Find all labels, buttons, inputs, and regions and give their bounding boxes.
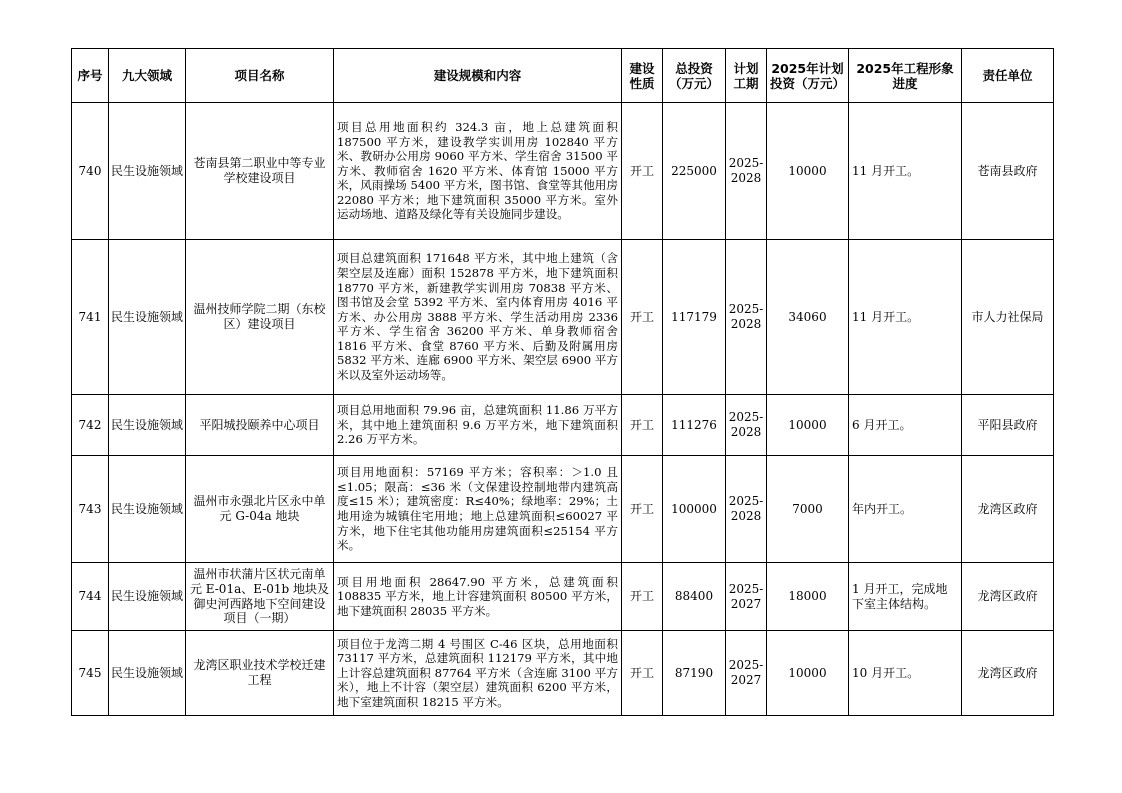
cell-plan2025: 18000 xyxy=(767,563,849,631)
project-table xyxy=(71,48,1054,716)
table-row xyxy=(72,631,1054,716)
cell-invest: 117179 xyxy=(663,240,726,395)
cell-period: 2025-2027 xyxy=(726,631,767,716)
table-row xyxy=(72,103,1054,240)
cell-unit: 龙湾区政府 xyxy=(962,631,1054,716)
cell-seq: 743 xyxy=(72,456,109,563)
cell-nature: 开工 xyxy=(622,240,663,395)
header-seq: 序号 xyxy=(72,49,109,103)
cell-domain: 民生设施领域 xyxy=(109,103,186,240)
cell-scope: 项目位于龙湾二期 4 号围区 C-46 区块，总用地面积 73117 平方米，总建筑面积 112179 平方米，其中地上计容总建筑面积 87764 平方米（含连廊 3100 平方米），地上不计容（架空层）建筑面积 6200 平方米，地下室建筑面积 18215 平方米。 xyxy=(334,631,622,716)
cell-plan2025: 34060 xyxy=(767,240,849,395)
cell-invest: 111276 xyxy=(663,395,726,456)
cell-period: 2025-2028 xyxy=(726,456,767,563)
cell-nature: 开工 xyxy=(622,631,663,716)
cell-nature: 开工 xyxy=(622,395,663,456)
cell-scope: 项目总建筑面积 171648 平方米，其中地上建筑（含架空层及连廊）面积 152878 平方米，地下建筑面积 18770 平方米，新建教学实训用房 70838 平方米、图书馆及会堂 5392 平方米、室内体育用房 4016 平方米、办公用房 3888 平方米、学生活动用房 2336 平方米、学生宿舍 36200 平方米、单身教师宿舍 1816 平方米、食堂 8760 平方米、后勤及附属用房 5832 平方米、连廊 6900 平方米、架空层 6900 平方米以及室外运动场等。 xyxy=(334,240,622,395)
cell-period: 2025-2028 xyxy=(726,395,767,456)
cell-domain: 民生设施领域 xyxy=(109,563,186,631)
cell-plan2025: 10000 xyxy=(767,631,849,716)
cell-name: 苍南县第二职业中等专业学校建设项目 xyxy=(186,103,334,240)
header-name: 项目名称 xyxy=(186,49,334,103)
cell-nature: 开工 xyxy=(622,456,663,563)
cell-unit: 市人力社保局 xyxy=(962,240,1054,395)
cell-plan2025: 7000 xyxy=(767,456,849,563)
cell-name: 平阳城投颐养中心项目 xyxy=(186,395,334,456)
cell-domain: 民生设施领域 xyxy=(109,631,186,716)
cell-domain: 民生设施领域 xyxy=(109,456,186,563)
cell-scope: 项目总用地面积约 324.3 亩，地上总建筑面积 187500 平方米，建设教学实训用房 102840 平方米、教研办公用房 9060 平方米、学生宿舍 31500 平方米、教师宿舍 1620 平方米、体育馆 15000 平方米，风雨操场 5400 平方米，图书馆、食堂等其他用房 22080 平方米；地下建筑面积 35000 平方米。室外运动场地、道路及绿化等有关设施同步建设。 xyxy=(334,103,622,240)
cell-name: 龙湾区职业技术学校迁建工程 xyxy=(186,631,334,716)
cell-unit: 龙湾区政府 xyxy=(962,456,1054,563)
table-row xyxy=(72,563,1054,631)
cell-progress2025: 11 月开工。 xyxy=(849,103,962,240)
cell-progress2025: 1 月开工，完成地下室主体结构。 xyxy=(849,563,962,631)
cell-seq: 740 xyxy=(72,103,109,240)
cell-scope: 项目总用地面积 79.96 亩，总建筑面积 11.86 万平方米，其中地上建筑面积 9.6 万平方米，地下建筑面积 2.26 万平方米。 xyxy=(334,395,622,456)
cell-seq: 744 xyxy=(72,563,109,631)
cell-name: 温州市永强北片区永中单元 G-04a 地块 xyxy=(186,456,334,563)
table-row xyxy=(72,240,1054,395)
cell-period: 2025-2028 xyxy=(726,240,767,395)
header-period: 计划工期 xyxy=(726,49,767,103)
cell-progress2025: 10 月开工。 xyxy=(849,631,962,716)
cell-invest: 225000 xyxy=(663,103,726,240)
table-row xyxy=(72,456,1054,563)
cell-scope: 项目用地面积 28647.90 平方米，总建筑面积 108835 平方米，地上计容建筑面积 80500 平方米，地下建筑面积 28035 平方米。 xyxy=(334,563,622,631)
header-domain: 九大领域 xyxy=(109,49,186,103)
header-plan2025: 2025年计划投资（万元） xyxy=(767,49,849,103)
header-invest: 总投资（万元） xyxy=(663,49,726,103)
header-unit: 责任单位 xyxy=(962,49,1054,103)
cell-invest: 87190 xyxy=(663,631,726,716)
cell-invest: 100000 xyxy=(663,456,726,563)
cell-progress2025: 6 月开工。 xyxy=(849,395,962,456)
cell-plan2025: 10000 xyxy=(767,395,849,456)
cell-unit: 龙湾区政府 xyxy=(962,563,1054,631)
cell-nature: 开工 xyxy=(622,563,663,631)
cell-progress2025: 11 月开工。 xyxy=(849,240,962,395)
cell-period: 2025-2027 xyxy=(726,563,767,631)
table-row xyxy=(72,395,1054,456)
header-nature: 建设性质 xyxy=(622,49,663,103)
cell-scope: 项目用地面积：57169 平方米；容积率：＞1.0 且≤1.05；限高：≤36 米（文保建设控制地带内建筑高度≤15 米）；建筑密度：R≤40%；绿地率：29%；土地用途为城镇住宅用地；地上总建筑面积≤60027 平方米，地下住宅其他功能用房建筑面积≤25154 平方米。 xyxy=(334,456,622,563)
cell-progress2025: 年内开工。 xyxy=(849,456,962,563)
cell-period: 2025-2028 xyxy=(726,103,767,240)
header-progress2025: 2025年工程形象进度 xyxy=(849,49,962,103)
cell-name: 温州市状蒲片区状元南单元 E-01a、E-01b 地块及御史河西路地下空间建设项目（一期） xyxy=(186,563,334,631)
cell-seq: 741 xyxy=(72,240,109,395)
cell-unit: 苍南县政府 xyxy=(962,103,1054,240)
cell-name: 温州技师学院二期（东校区）建设项目 xyxy=(186,240,334,395)
cell-unit: 平阳县政府 xyxy=(962,395,1054,456)
table-header-row xyxy=(72,49,1054,103)
cell-nature: 开工 xyxy=(622,103,663,240)
cell-seq: 742 xyxy=(72,395,109,456)
cell-domain: 民生设施领域 xyxy=(109,395,186,456)
cell-invest: 88400 xyxy=(663,563,726,631)
cell-domain: 民生设施领域 xyxy=(109,240,186,395)
header-scope: 建设规模和内容 xyxy=(334,49,622,103)
cell-seq: 745 xyxy=(72,631,109,716)
cell-plan2025: 10000 xyxy=(767,103,849,240)
